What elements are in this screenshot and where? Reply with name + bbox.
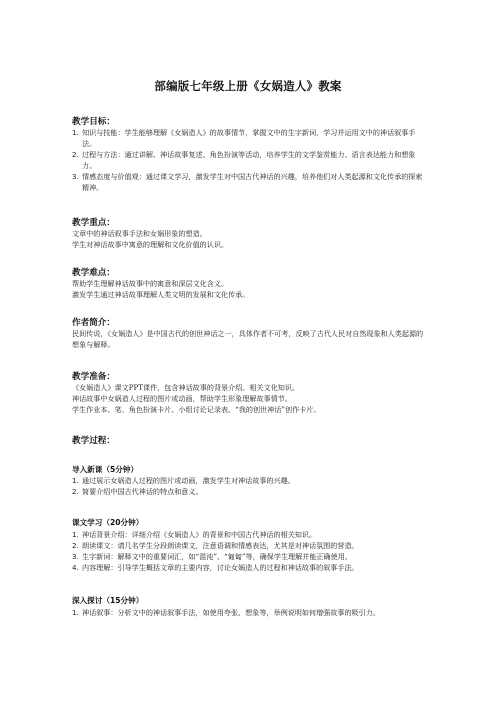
list-item: 3. 情感态度与价值观：通过课文学习，激发学生对中国古代神话的兴趣，培养他们对人类起源和文化传承的探索精神。 [72, 172, 423, 192]
list-item: 2. 朗读课文：请几名学生分段朗读课文，注意语调和情感表达，尤其是对神话氛围的营造。 [72, 541, 359, 550]
preparation-text: 《女娲造人》课文PPT课件，包含神话故事的背景介绍、相关文化知识。 神话故事中女娲造人过程的图片或动画，帮助学生形象理解故事情节。 学生作业本、笔、角色扮演卡片、小组讨论记录表、“我的创世神话”创作卡片。 [72, 383, 321, 414]
list-item: 1. 知识与技能：学生能够理解《女娲造人》的故事情节，掌握文中的生字新词，学习并运用文中的神话叙事手法。 [72, 128, 416, 148]
objectives-heading: 教学目标： [72, 117, 115, 127]
list-item: 1. 神话背景介绍：详细介绍《女娲造人》的背景和中国古代神话的相关知识。 [72, 530, 317, 539]
list-item: 1. 神话叙事：分析文中的神话叙事手法，如使用夸张、想象等，举例说明如何增强故事的吸引力。 [72, 608, 380, 617]
process-heading: 教学过程： [72, 436, 115, 446]
author-heading: 作者简介： [72, 318, 115, 328]
list-item: 2. 简要介绍中国古代神话的特点和意义。 [72, 487, 203, 496]
section-list [72, 529, 424, 573]
section-title: 深入探讨（15分钟） [72, 596, 144, 605]
list-item: 2. 过程与方法：通过讲解、神话故事复述、角色扮演等活动，培养学生的文学鉴赏能力、语言表达能力和想象力。 [72, 150, 416, 170]
preparation-heading: 教学准备： [72, 372, 115, 382]
objectives-list [72, 127, 424, 193]
difficulties-heading: 教学难点： [72, 268, 115, 278]
section-title: 导入新课（5分钟） [72, 465, 139, 474]
author-text: 民间传说，《女娲造人》是中国古代的创世神话之一，具体作者不可考，反映了古代人民对自然现象和人类起源的想象与解释。 [72, 329, 424, 349]
section-list [72, 475, 424, 497]
section-title: 课文学习（20分钟） [72, 518, 144, 527]
key-points-heading: 教学重点： [72, 218, 115, 228]
difficulties-text: 帮助学生理解神话故事中的寓意和深层文化含义。 激发学生通过神话故事理解人类文明的发展和文化传承。 [72, 279, 250, 299]
key-points-text: 文章中的神话叙事手法和女娲形象的塑造。 学生对神话故事中寓意的理解和文化价值的认识。 [72, 229, 229, 249]
list-item: 1. 通过展示女娲造人过程的图片或动画，激发学生对神话故事的兴趣。 [72, 476, 295, 485]
list-item: 3. 生字新词：解释文中的重要词汇，如“混沌”、“匍匐”等，确保学生理解并能正确使用。 [72, 552, 352, 561]
section-list [72, 607, 424, 618]
list-item: 4. 内容理解：引导学生概括文章的主要内容，讨论女娲造人的过程和神话故事的叙事手法。 [72, 563, 359, 572]
page-title: 部编版七年级上册《女娲造人》教案 [154, 79, 342, 93]
